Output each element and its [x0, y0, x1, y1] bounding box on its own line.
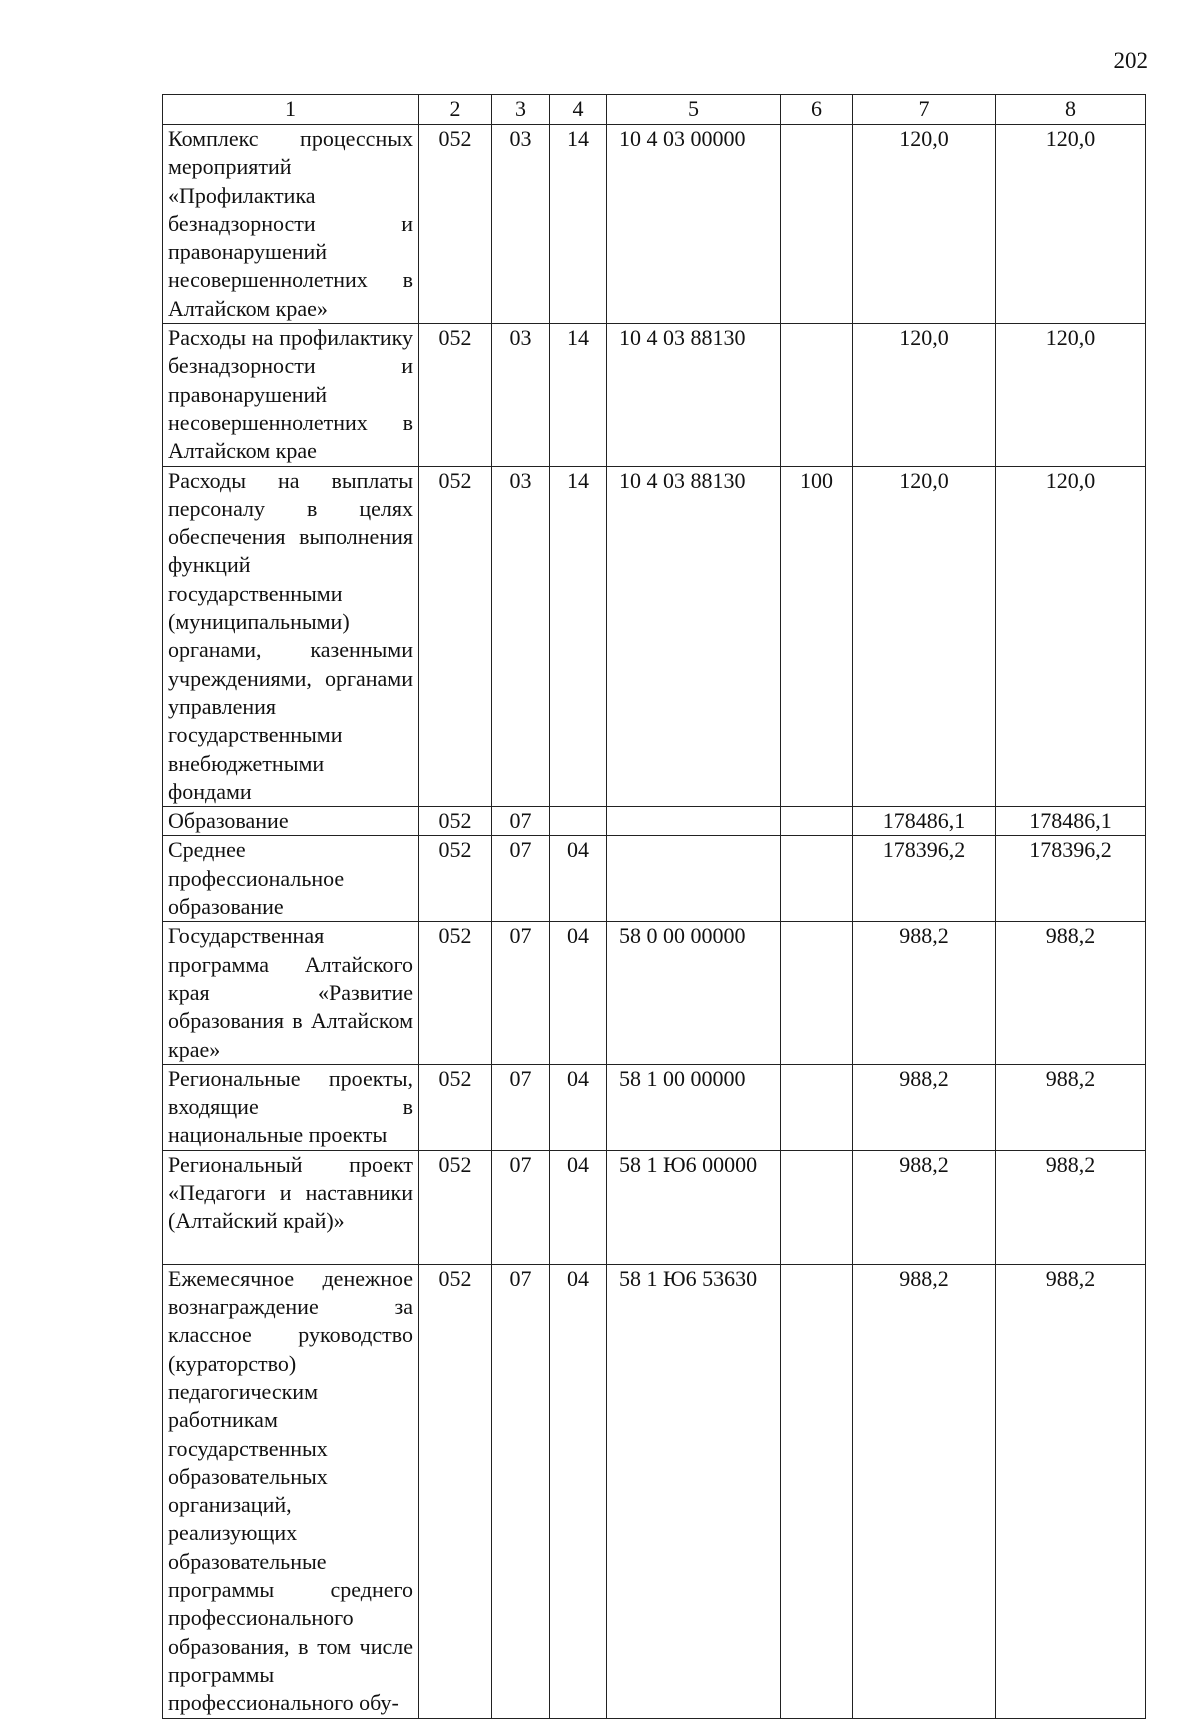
cell-amount-1: 178396,2 — [853, 836, 996, 922]
cell-expense-type — [781, 1264, 853, 1718]
cell-amount-2: 120,0 — [996, 324, 1146, 466]
cell-grbs: 052 — [419, 1064, 492, 1150]
cell-name: Расходы на выплаты персоналу в целях обеспечения выполнения функций государственными (муниципальными) органами, казенными учреждениями, органами управления государственными внебюджетными фондами — [163, 466, 419, 807]
header-row — [163, 95, 1146, 125]
cell-amount-1: 120,0 — [853, 324, 996, 466]
cell-amount-1: 988,2 — [853, 1064, 996, 1150]
cell-section: 07 — [492, 1064, 550, 1150]
cell-amount-1: 120,0 — [853, 125, 996, 324]
cell-amount-2: 988,2 — [996, 1064, 1146, 1150]
cell-grbs: 052 — [419, 1150, 492, 1264]
table-row — [163, 922, 1146, 1064]
header-cell: 6 — [781, 95, 853, 125]
cell-subsection: 14 — [550, 324, 607, 466]
cell-section: 07 — [492, 922, 550, 1064]
cell-target-article: 58 1 Ю6 53630 — [607, 1264, 781, 1718]
cell-target-article: 10 4 03 88130 — [607, 466, 781, 807]
cell-target-article: 58 1 00 00000 — [607, 1064, 781, 1150]
cell-amount-1: 120,0 — [853, 466, 996, 807]
cell-subsection: 04 — [550, 1264, 607, 1718]
cell-subsection: 14 — [550, 466, 607, 807]
table-row — [163, 466, 1146, 807]
cell-grbs: 052 — [419, 324, 492, 466]
cell-section: 07 — [492, 1264, 550, 1718]
header-cell: 5 — [607, 95, 781, 125]
cell-expense-type — [781, 1150, 853, 1264]
header-cell: 3 — [492, 95, 550, 125]
table-row — [163, 1150, 1146, 1264]
cell-grbs: 052 — [419, 807, 492, 836]
cell-subsection: 04 — [550, 1064, 607, 1150]
cell-name: Региональный проект «Педагоги и наставники (Алтайский край)» — [163, 1150, 419, 1264]
cell-target-article: 10 4 03 00000 — [607, 125, 781, 324]
cell-expense-type — [781, 1064, 853, 1150]
cell-amount-2: 178486,1 — [996, 807, 1146, 836]
budget-table — [162, 94, 1146, 1719]
header-cell: 4 — [550, 95, 607, 125]
cell-name: Расходы на профилактику безнадзорности и правонарушений несовершеннолетних в Алтайском крае — [163, 324, 419, 466]
table-row — [163, 1064, 1146, 1150]
cell-amount-2: 988,2 — [996, 922, 1146, 1064]
cell-amount-2: 988,2 — [996, 1150, 1146, 1264]
cell-expense-type — [781, 324, 853, 466]
cell-target-article: 58 0 00 00000 — [607, 922, 781, 1064]
cell-subsection: 04 — [550, 1150, 607, 1264]
cell-subsection — [550, 807, 607, 836]
header-cell: 7 — [853, 95, 996, 125]
cell-section: 07 — [492, 836, 550, 922]
cell-grbs: 052 — [419, 125, 492, 324]
cell-amount-1: 178486,1 — [853, 807, 996, 836]
cell-target-article: 58 1 Ю6 00000 — [607, 1150, 781, 1264]
cell-section: 07 — [492, 1150, 550, 1264]
cell-name: Комплекс процессных мероприятий «Профилактика безнадзорности и правонарушений несовершеннолетних в Алтайском крае» — [163, 125, 419, 324]
cell-section: 03 — [492, 125, 550, 324]
cell-amount-1: 988,2 — [853, 922, 996, 1064]
cell-name: Среднее профессиональное образование — [163, 836, 419, 922]
table-row — [163, 1264, 1146, 1718]
cell-expense-type: 100 — [781, 466, 853, 807]
cell-subsection: 14 — [550, 125, 607, 324]
page-number: 202 — [1113, 48, 1148, 73]
cell-amount-1: 988,2 — [853, 1150, 996, 1264]
cell-expense-type — [781, 807, 853, 836]
table-row — [163, 125, 1146, 324]
cell-expense-type — [781, 836, 853, 922]
cell-name: Региональные проекты, входящие в национальные проекты — [163, 1064, 419, 1150]
cell-grbs: 052 — [419, 466, 492, 807]
header-cell: 8 — [996, 95, 1146, 125]
cell-expense-type — [781, 125, 853, 324]
cell-target-article: 10 4 03 88130 — [607, 324, 781, 466]
cell-name: Ежемесячное денежное вознаграждение за классное руководство (кураторство) педагогическим работникам государственных образовательных организаций, реализующих образовательные программы среднего профессионального образования, в том числе программы профессионального обу- — [163, 1264, 419, 1718]
cell-amount-2: 120,0 — [996, 125, 1146, 324]
cell-name: Государственная программа Алтайского края «Развитие образования в Алтайском крае» — [163, 922, 419, 1064]
cell-amount-2: 988,2 — [996, 1264, 1146, 1718]
cell-section: 03 — [492, 324, 550, 466]
cell-section: 07 — [492, 807, 550, 836]
cell-section: 03 — [492, 466, 550, 807]
cell-target-article — [607, 807, 781, 836]
table-row — [163, 324, 1146, 466]
cell-amount-1: 988,2 — [853, 1264, 996, 1718]
cell-subsection: 04 — [550, 836, 607, 922]
cell-grbs: 052 — [419, 922, 492, 1064]
table-row — [163, 807, 1146, 836]
header-cell: 1 — [163, 95, 419, 125]
cell-subsection: 04 — [550, 922, 607, 1064]
cell-grbs: 052 — [419, 1264, 492, 1718]
cell-expense-type — [781, 922, 853, 1064]
cell-amount-2: 120,0 — [996, 466, 1146, 807]
header-cell: 2 — [419, 95, 492, 125]
cell-target-article — [607, 836, 781, 922]
table-row — [163, 836, 1146, 922]
cell-amount-2: 178396,2 — [996, 836, 1146, 922]
cell-grbs: 052 — [419, 836, 492, 922]
cell-name: Образование — [163, 807, 419, 836]
